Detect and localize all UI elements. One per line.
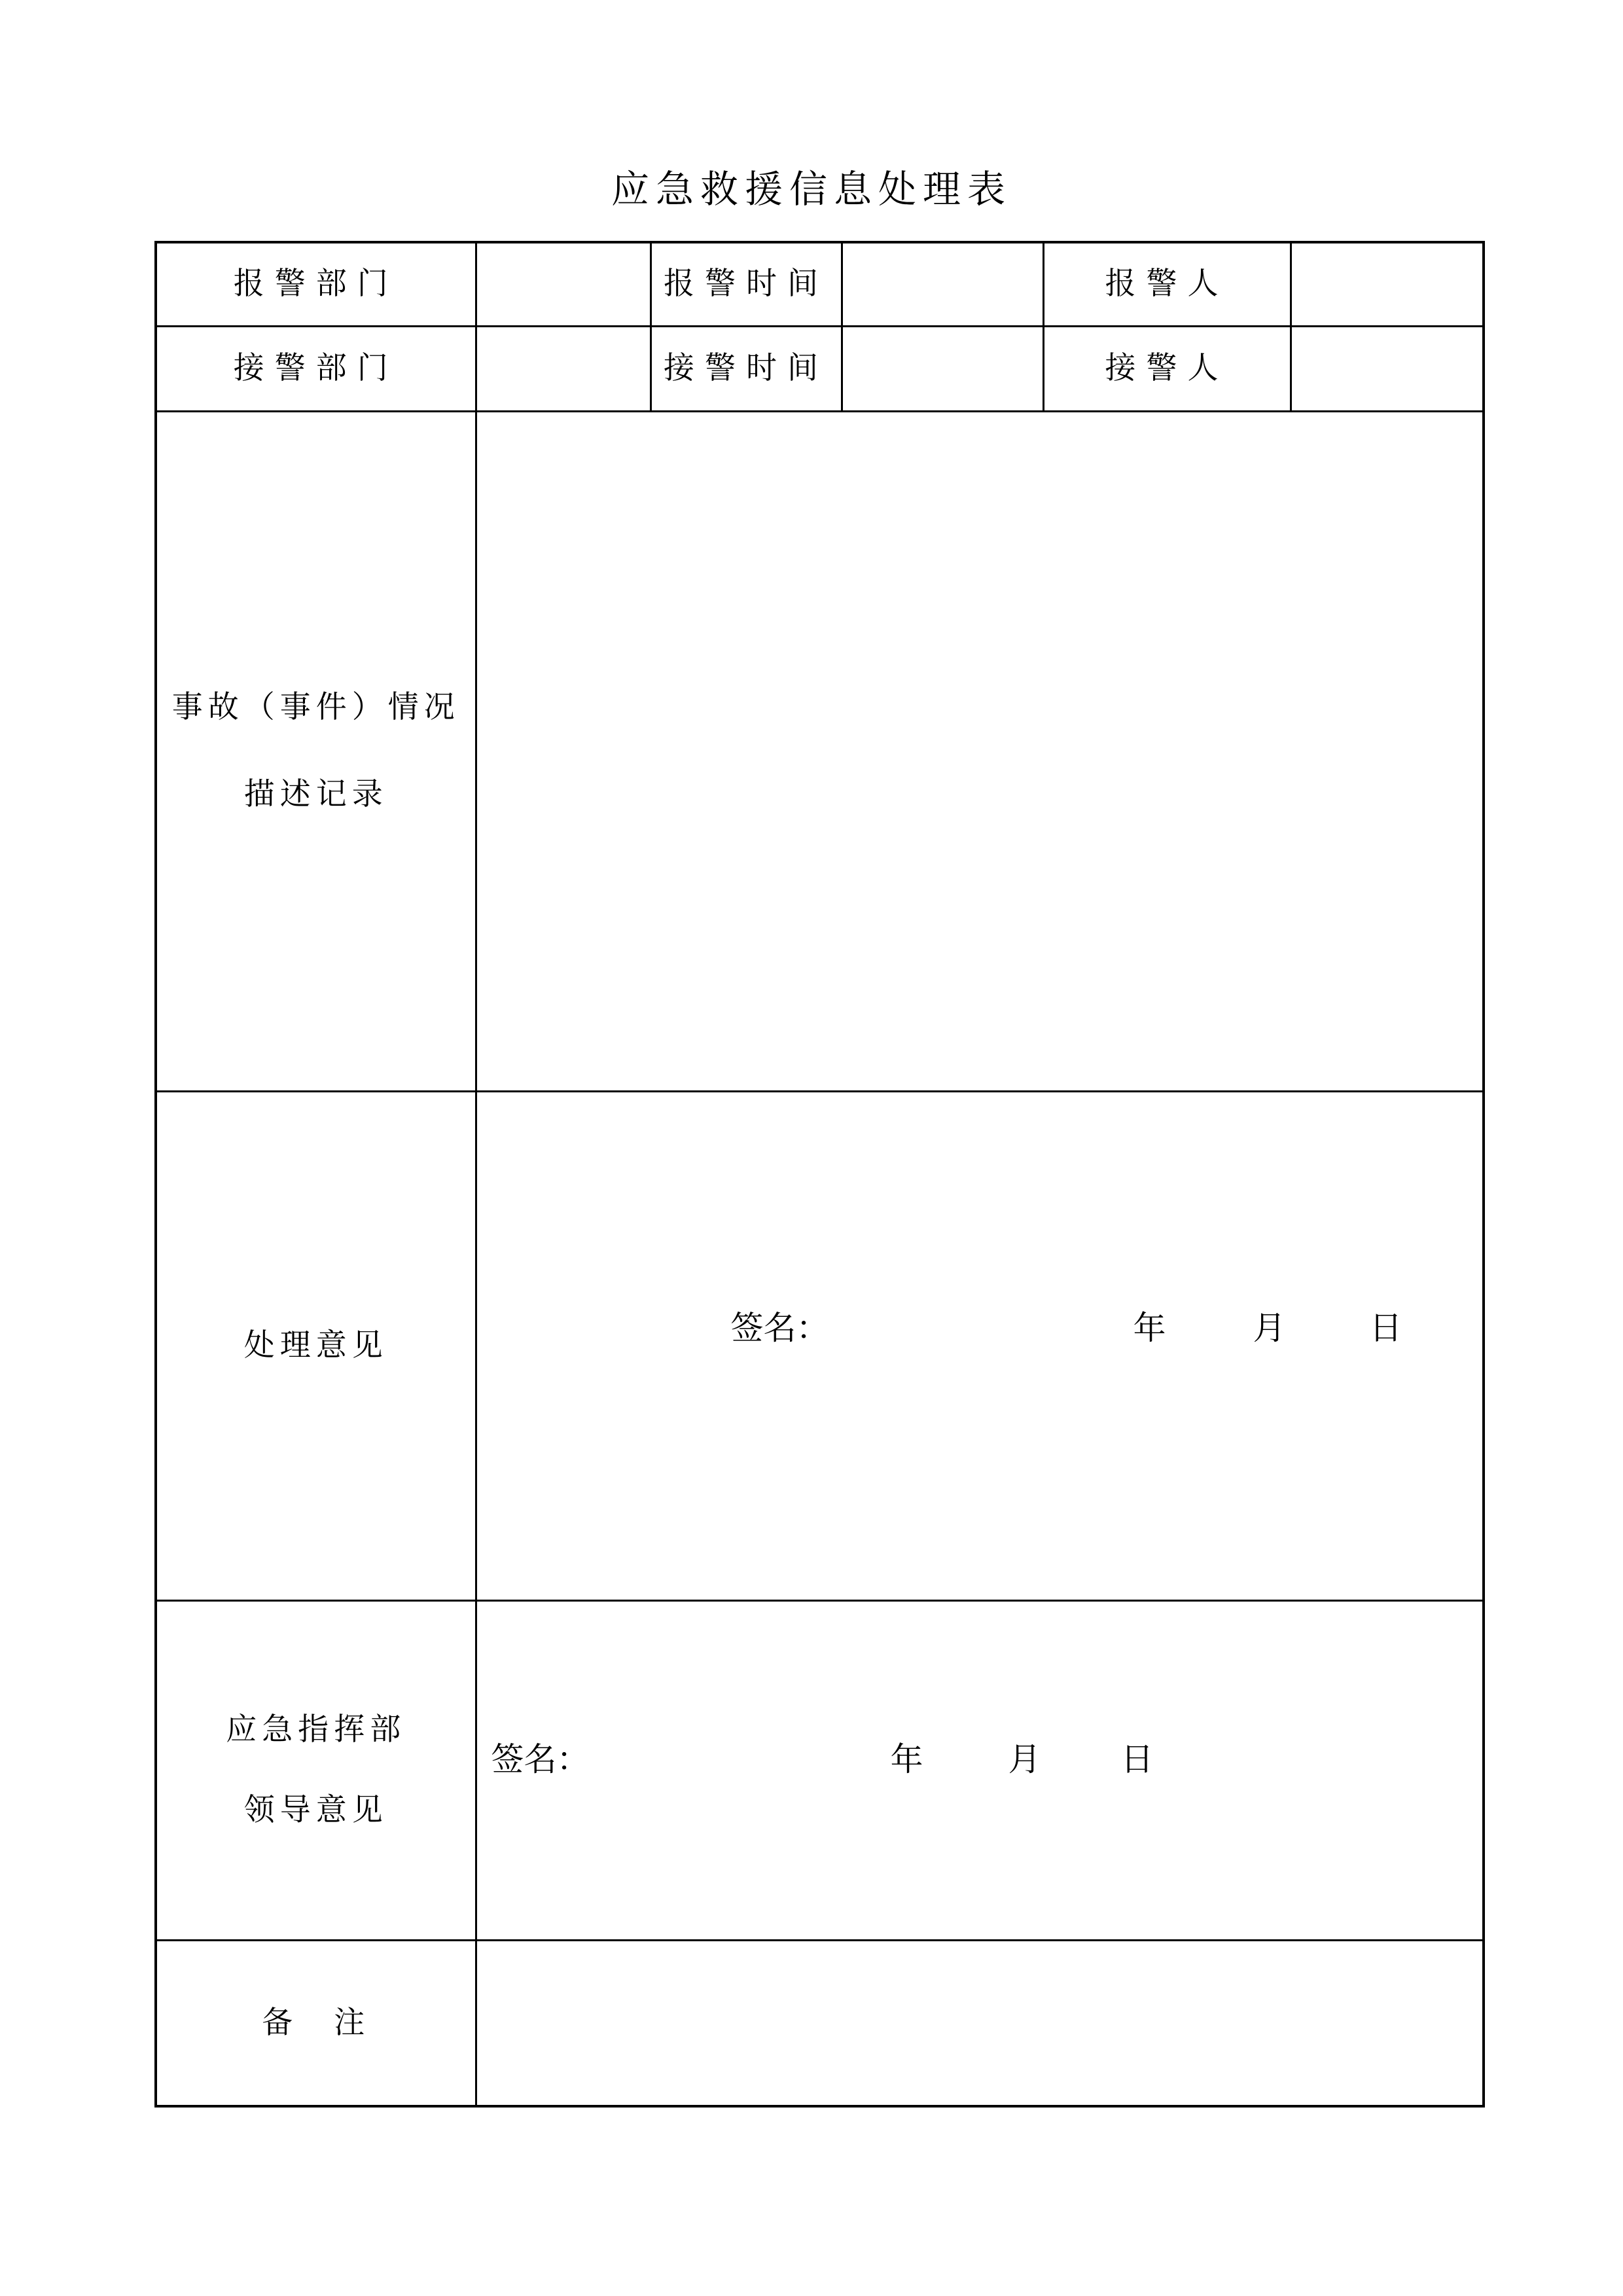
handling-year-label: 年 [1133,1310,1166,1346]
command-signature-label: 签名： [491,1741,590,1778]
receive-dept-label: 接警部门 [233,351,399,386]
command-year-label: 年 [890,1741,923,1778]
receive-time-label: 接警时间 [664,351,829,386]
alarm-time-label: 报警时间 [664,267,829,301]
receive-time-value-cell [842,327,1043,412]
table-row [156,1092,1484,1601]
command-leader-label [157,1715,475,1826]
receive-person-label-cell [1043,327,1291,412]
command-month-label: 月 [1008,1741,1041,1778]
alarm-person-label-cell [1043,242,1291,327]
receive-person-label: 接警人 [1105,351,1229,386]
command-leader-label-line2: 领导意见 [243,1793,388,1827]
handling-opinion-label: 处理意见 [243,1329,388,1363]
command-signature-line [477,1743,1483,1798]
handling-month-label: 月 [1253,1310,1286,1346]
receive-time-label-cell [651,327,842,412]
command-leader-label-line1: 应急指挥部 [226,1713,406,1747]
form-title: 应急救援信息处理表 [611,168,1012,211]
alarm-dept-value-cell [476,242,651,327]
info-form-table [154,241,1485,2108]
incident-desc-label-cell [156,412,476,1092]
alarm-dept-label-cell [156,242,476,327]
receive-dept-value-cell [476,327,651,412]
command-day-label: 日 [1120,1741,1154,1778]
handling-opinion-label-cell [156,1092,476,1601]
alarm-time-label-cell [651,242,842,327]
table-row [156,1601,1484,1941]
remarks-label-cell [156,1941,476,2107]
incident-desc-label-line1: 事故（事件）情况 [171,691,460,725]
table-row [156,412,1484,1092]
remarks-label: 备 注 [262,2005,370,2040]
handling-day-label: 日 [1369,1310,1402,1346]
alarm-dept-label: 报警部门 [233,267,399,301]
handling-signature-line [477,1312,1483,1380]
alarm-person-value-cell [1291,242,1484,327]
incident-desc-label [157,692,475,810]
alarm-time-value-cell [842,242,1043,327]
table-row [156,242,1484,327]
command-leader-label-cell [156,1601,476,1941]
table-row [156,1941,1484,2107]
receive-person-value-cell [1291,327,1484,412]
command-leader-content-cell [476,1601,1484,1941]
remarks-content-cell [476,1941,1484,2107]
receive-dept-label-cell [156,327,476,412]
table-row [156,327,1484,412]
alarm-person-label: 报警人 [1105,267,1229,301]
incident-desc-label-line2: 描述记录 [243,778,388,812]
handling-signature-label: 签名： [730,1310,829,1346]
incident-desc-content-cell [476,412,1484,1092]
handling-opinion-content-cell [476,1092,1484,1601]
